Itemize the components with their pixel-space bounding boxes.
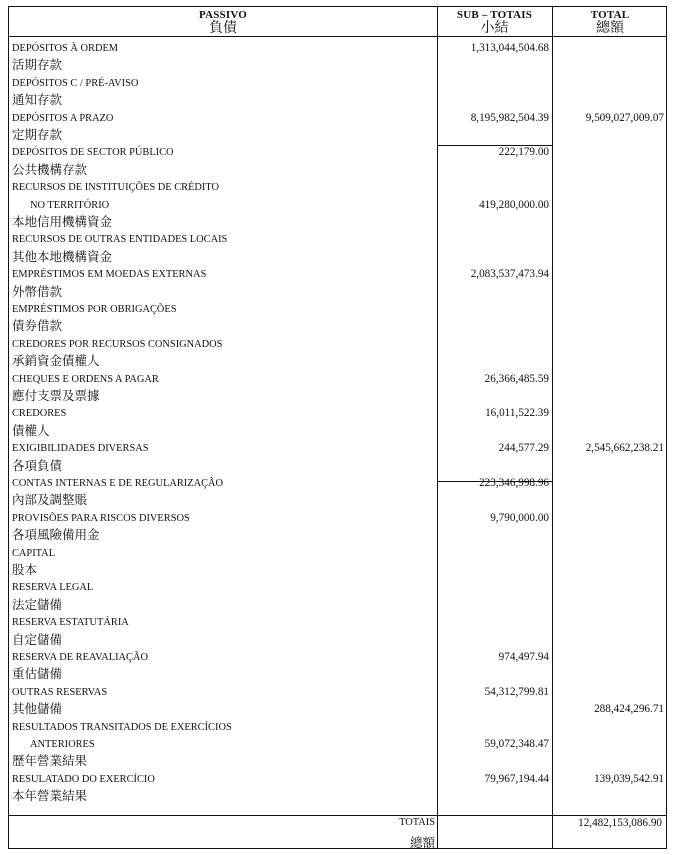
table-row [9, 458, 668, 475]
table-row [9, 197, 668, 214]
row-label-pt: RESULTADOS TRANSITADOS DE EXERCÍCIOS [12, 721, 232, 733]
row-label-zh: 自定儲備 [12, 632, 63, 647]
header-passivo [9, 8, 437, 36]
row-label-pt: CREDORES [12, 408, 67, 420]
row-label-pt: OUTRAS RESERVAS [12, 686, 108, 698]
table-row [9, 649, 668, 666]
table-row [9, 423, 668, 440]
row-label-pt: RECURSOS DE OUTRAS ENTIDADES LOCAIS [12, 234, 228, 246]
table-row [9, 371, 668, 388]
table-row [9, 562, 668, 579]
row-label-zh: 各項風險備用金 [12, 528, 100, 543]
totals-divider [9, 815, 666, 816]
row-label-zh: 股本 [12, 563, 38, 577]
row-label-zh: 各項負債 [12, 458, 63, 473]
row-subtotal-value: 223,346,998.96 [479, 477, 549, 489]
row-subtotal-value: 974,497.94 [498, 651, 549, 663]
table-row [9, 92, 668, 109]
row-label-pt: RESERVA LEGAL [12, 582, 94, 594]
table-row [9, 666, 668, 683]
header-divider [9, 36, 666, 37]
totals-label-pt: TOTAIS [399, 817, 435, 828]
table-row [9, 231, 668, 248]
row-total-value: 2,545,662,238.21 [585, 442, 664, 455]
row-label-zh: 法定儲備 [12, 597, 63, 612]
table-row [9, 405, 668, 422]
row-subtotal-value: 1,313,044,504.68 [470, 42, 549, 54]
table-row [9, 614, 668, 631]
table-row [9, 144, 668, 161]
table-row [9, 719, 668, 736]
row-label-pt: DEPÓSITOS A PRAZO [12, 112, 114, 124]
table-row [9, 214, 668, 231]
table-row [9, 110, 668, 127]
table-row [9, 284, 668, 301]
table-row [9, 684, 668, 701]
header-total [552, 8, 668, 36]
row-subtotal-value: 244,577.29 [498, 442, 549, 455]
row-subtotal-value: 16,011,522.39 [485, 407, 549, 420]
table-row [9, 388, 668, 405]
table-row [9, 788, 668, 805]
table-row [9, 440, 668, 457]
row-subtotal-value: 26,366,485.59 [484, 372, 549, 385]
row-label-pt: DEPÓSITOS C / PRÉ-AVISO [12, 77, 139, 89]
subtotal-group-rule-1 [437, 145, 552, 146]
table-row [9, 597, 668, 614]
row-label-zh: 外幣借款 [12, 284, 63, 299]
table-row [9, 75, 668, 92]
balance-sheet-table [8, 6, 667, 849]
row-label-zh: 定期存款 [12, 128, 63, 142]
row-subtotal-value: 79,967,194.44 [484, 772, 549, 785]
row-label-pt: RESERVA ESTATUTÁRIA [12, 617, 129, 629]
header-subtotais [437, 8, 552, 36]
grand-total-value: 12,482,153,086.90 [578, 817, 662, 829]
row-label-pt: DEPÓSITOS DE SECTOR PÚBLICO [12, 147, 174, 159]
header-passivo-pt: PASSIVO [198, 9, 248, 21]
header-subtotais-pt: SUB – TOTAIS [456, 9, 533, 21]
table-row [9, 336, 668, 353]
table-row [9, 632, 668, 649]
row-label-pt: EMPRÉSTIMOS POR OBRIGAÇÕES [12, 304, 177, 315]
table-row [9, 353, 668, 370]
header-total-pt: TOTAL [590, 9, 630, 21]
row-label-zh: 其他儲備 [12, 702, 63, 717]
table-row [9, 545, 668, 562]
row-subtotal-value: 9,790,000.00 [490, 511, 549, 524]
row-label-pt: CONTAS INTERNAS E DE REGULARIZAÇÃO [12, 478, 224, 489]
row-label-zh: 債券借款 [12, 319, 63, 334]
table-row [9, 127, 668, 144]
row-total-value: 139,039,542.91 [594, 772, 664, 785]
row-label-zh: 公共機構存款 [12, 162, 88, 177]
row-subtotal-value: 2,083,537,473.94 [470, 268, 549, 281]
table-row [9, 179, 668, 196]
row-label-pt: RECURSOS DE INSTITUIÇÕES DE CRÉDITO [12, 182, 220, 194]
subtotal-group-rule-2 [437, 481, 552, 482]
row-label-zh: 內部及調整賬 [12, 493, 88, 508]
table-row [9, 57, 668, 74]
row-label-zh: 重估儲備 [12, 667, 63, 682]
table-row [9, 301, 668, 318]
row-label-zh: 承銷資金債權人 [12, 354, 100, 369]
table-row [9, 771, 668, 788]
row-label-pt: CREDORES POR RECURSOS CONSIGNADOS [12, 338, 223, 350]
row-label-pt: EXIGIBILIDADES DIVERSAS [12, 443, 149, 455]
table-row [9, 475, 668, 492]
row-label-zh: 應付支票及票據 [12, 389, 100, 403]
row-total-value: 9,509,027,009.07 [585, 111, 664, 124]
header-total-zh: 總額 [596, 21, 624, 36]
header-passivo-zh: 負債 [209, 21, 237, 36]
row-label-pt: NO TERRITÓRIO [30, 199, 110, 211]
row-label-zh: 其他本地機構資金 [12, 249, 113, 264]
row-label-pt: RESULATADO DO EXERCÍCIO [12, 773, 155, 785]
table-row [9, 162, 668, 179]
totals-label-zh: 總額 [409, 836, 435, 850]
table-row [9, 266, 668, 283]
row-subtotal-value: 419,280,000.00 [479, 198, 549, 211]
table-row [9, 753, 668, 770]
row-label-zh: 通知存款 [12, 93, 63, 108]
row-label-pt: CAPITAL [12, 547, 56, 559]
table-row [9, 736, 668, 753]
row-subtotal-value: 59,072,348.47 [484, 738, 549, 750]
row-subtotal-value: 8,195,982,504.39 [470, 111, 549, 124]
row-label-pt: RESERVA DE REAVALIAÇÃO [12, 652, 148, 663]
table-row [9, 492, 668, 509]
table-row [9, 527, 668, 544]
row-label-zh: 歷年營業結果 [12, 754, 88, 769]
row-label-pt: DEPÓSITOS À ORDEM [12, 43, 119, 54]
row-label-zh: 債權人 [12, 423, 50, 438]
row-label-pt: PROVISÕES PARA RISCOS DIVERSOS [12, 512, 190, 524]
table-row [9, 701, 668, 718]
table-row [9, 510, 668, 527]
row-label-pt: ANTERIORES [30, 739, 95, 750]
row-label-zh: 本地信用機構資金 [12, 215, 113, 229]
row-label-zh: 活期存款 [12, 58, 63, 73]
table-row [9, 579, 668, 596]
row-label-zh: 本年營業結果 [12, 789, 88, 804]
row-label-pt: CHEQUES E ORDENS A PAGAR [12, 373, 159, 385]
row-total-value: 288,424,296.71 [594, 703, 664, 716]
table-row [9, 40, 668, 57]
table-row [9, 249, 668, 266]
row-label-pt: EMPRÉSTIMOS EM MOEDAS EXTERNAS [12, 269, 207, 281]
table-row [9, 318, 668, 335]
header-subtotais-zh: 小結 [480, 21, 509, 36]
row-subtotal-value: 54,312,799.81 [484, 685, 549, 698]
row-subtotal-value: 222,179.00 [498, 146, 549, 159]
